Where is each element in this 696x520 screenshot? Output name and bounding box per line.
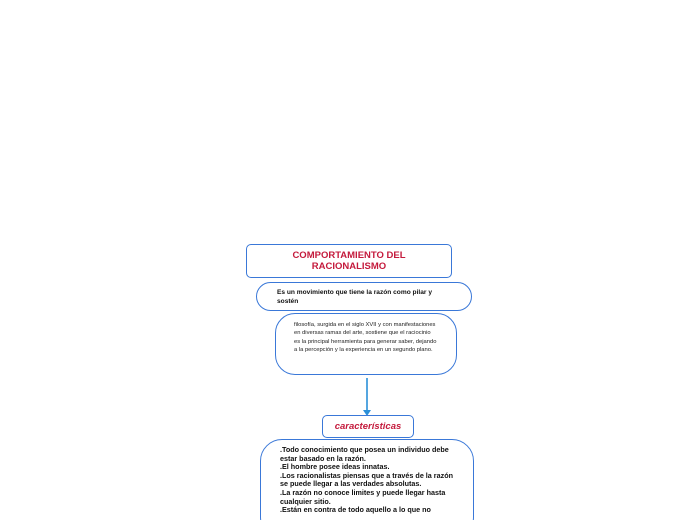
list-item: .Están en contra de todo aquello a lo que no — [280, 505, 431, 515]
title-text: COMPORTAMIENTO DEL RACIONALISMO — [292, 250, 406, 272]
list-item: .El hombre posee ideas innatas. — [280, 462, 390, 472]
list-item: .La razón no conoce limites y puede llegar hasta cualquier sitio. — [280, 487, 446, 506]
title-node[interactable] — [246, 244, 452, 278]
definition-text: Es un movimiento que tiene la razón como pilar y sostén — [277, 288, 432, 305]
description-text: filosofía, surgida en el siglo XVII y con manifestaciones en diversas ramas del arte, sostiene que el raciocinio es la principal herramienta para generar saber, dejando a la percepción y la experiencia en un segundo plano. — [294, 322, 437, 354]
characteristics-list-node[interactable] — [260, 439, 474, 520]
description-node[interactable] — [275, 313, 457, 375]
list-item: .Los racionalistas piensas que a través de la razón se puede llegar a las verdades absolutas. — [280, 470, 453, 489]
definition-node[interactable] — [256, 282, 472, 311]
characteristics-node[interactable] — [322, 415, 414, 438]
characteristics-label: características — [334, 421, 402, 432]
list-item: .Todo conocimiento que posea un individuo debe estar basado en la razón. — [280, 445, 449, 463]
